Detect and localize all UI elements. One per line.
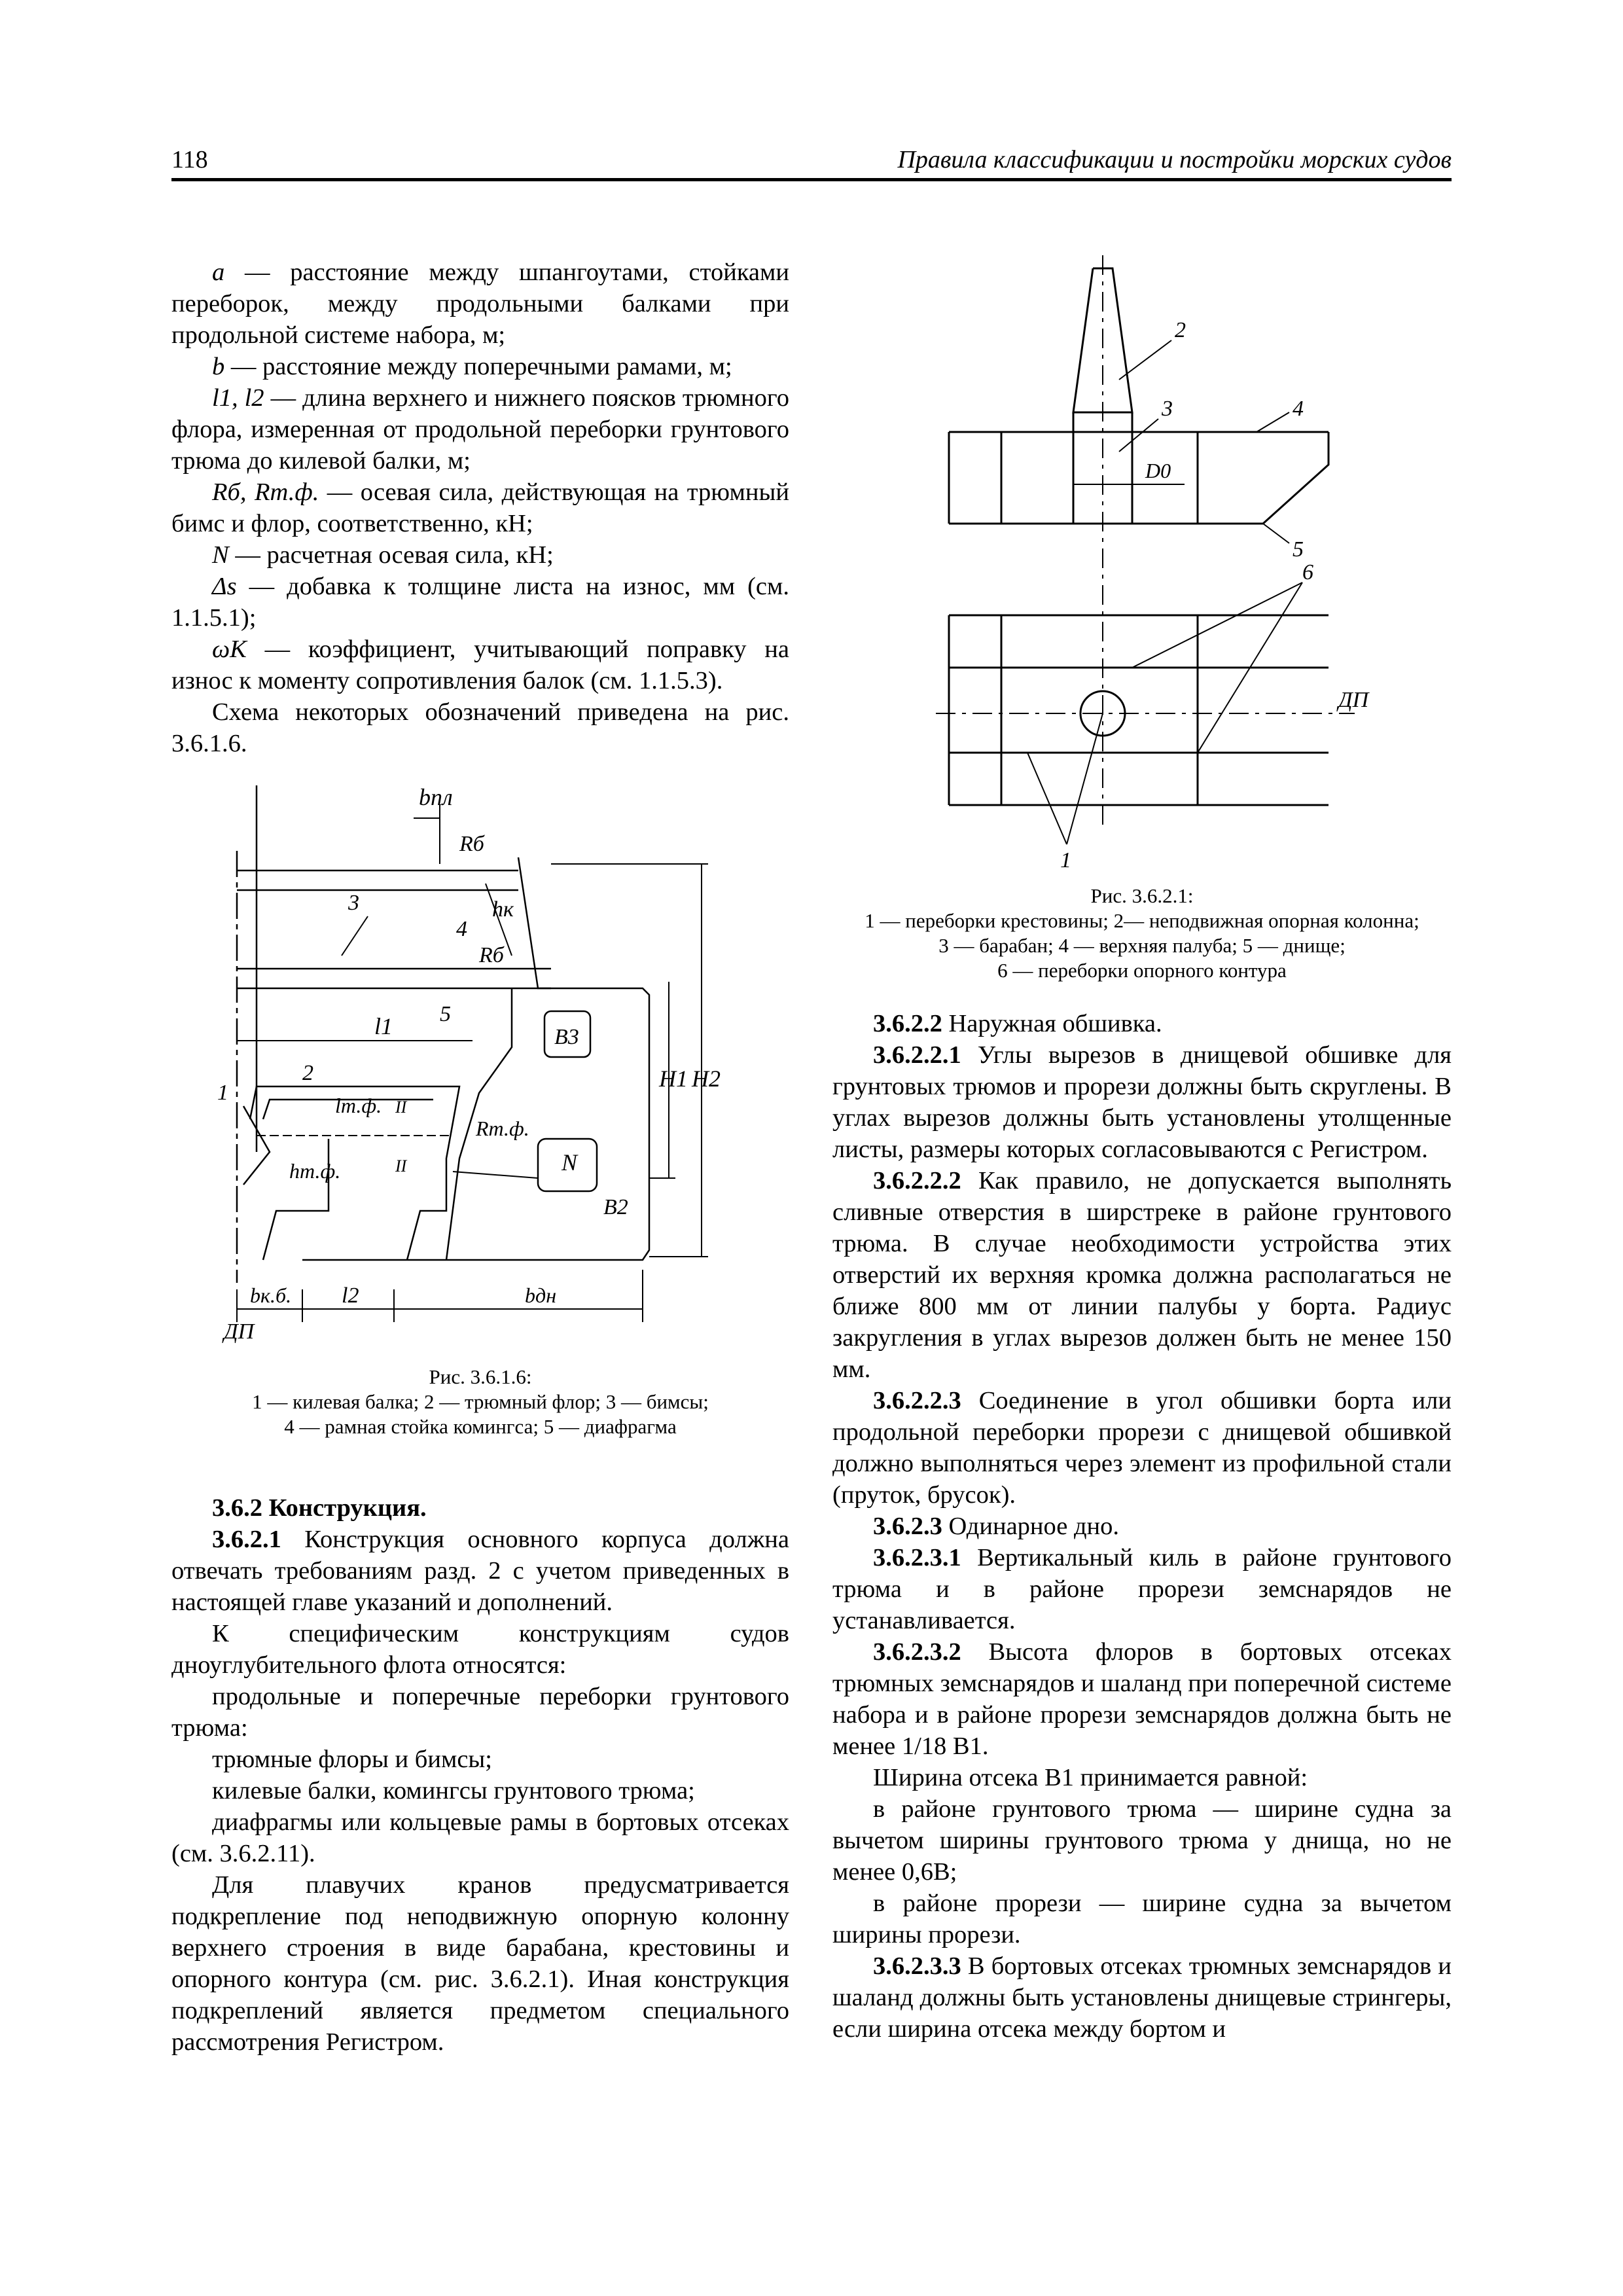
left-column xyxy=(171,257,789,759)
label-ii-top: II xyxy=(395,1098,407,1117)
def-n: N — расчетная осевая сила, кН; xyxy=(212,541,554,569)
label-b-pl: bпл xyxy=(419,785,453,810)
para-3-6-2-2-2: 3.6.2.2.2 Как правило, не допускается выполнять сливные отверстия в ширстреке в районе грунтового трюма. В случае необходимости устройства этих отверстий их верхняя кромка должна располагаться не ближе 800 мм от линии палубы у борта. Радиус закругления в углах вырезов должен быть не менее 150 мм. xyxy=(832,1167,1452,1383)
label-l2: l2 xyxy=(342,1283,359,1308)
label-dp: ДП xyxy=(224,1319,255,1344)
right-column-text xyxy=(832,1008,1452,2045)
list-item-2: трюмные флоры и бимсы; xyxy=(212,1746,492,1773)
para-3-6-2-3-1: 3.6.2.3.1 Вертикальный киль в районе грунтового трюма и в районе прорези земснарядов не устанавливается. xyxy=(832,1544,1452,1634)
figure-3-6-1-6-drawing xyxy=(171,785,789,1348)
def-wk: ωK — коэффициент, учитывающий поправку на износ к моменту сопротивления балок (см. 1.1.5.3). xyxy=(171,636,789,694)
fig2-caption-line3: 6 — переборки опорного контура xyxy=(997,959,1287,982)
para-3-6-2-2: 3.6.2.2 Наружная обшивка. xyxy=(873,1010,1162,1037)
label-h1: H1 xyxy=(659,1066,688,1092)
page-number: 118 xyxy=(171,146,208,173)
para-width-case2: в районе прорези — ширине судна за вычетом ширины прорези. xyxy=(832,1890,1452,1948)
def-b: b — расстояние между поперечными рамами, м; xyxy=(212,353,732,380)
label-h-tf: hт.ф. xyxy=(289,1159,341,1183)
figure-3-6-2-1-drawing xyxy=(936,255,1407,877)
label-n: N xyxy=(562,1149,578,1175)
para-3-6-2-3: 3.6.2.3 Одинарное дно. xyxy=(873,1513,1120,1540)
fig2-label-4: 4 xyxy=(1293,397,1304,421)
para-width-intro: Ширина отсека B1 принимается равной: xyxy=(873,1764,1308,1791)
running-title: Правила классификации и постройки морских судов xyxy=(897,146,1452,173)
def-a: a — расстояние между шпангоутами, стойками переборок, между продольными балками при продольной системе набора, м; xyxy=(171,259,789,349)
para-cranes: Для плавучих кранов предусматривается подкрепление под неподвижную опорную колонну верхнего строения в виде барабана, крестовины и опорного контура (см. рис. 3.6.2.1). Иная конструкция подкреплений является предметом специального рассмотрения Регистром. xyxy=(171,1871,789,2056)
label-b2: B2 xyxy=(603,1195,628,1219)
scheme-note: Схема некоторых обозначений приведена на рис. 3.6.1.6. xyxy=(171,698,789,757)
para-specific: К специфическим конструкциям судов дноуглубительного флота относятся: xyxy=(171,1620,789,1679)
label-1: 1 xyxy=(217,1081,228,1105)
label-l1: l1 xyxy=(374,1013,393,1039)
list-item-3: килевые балки, комингсы грунтового трюма; xyxy=(212,1777,695,1804)
figure-3-6-2-1 xyxy=(936,255,1407,877)
fig1-caption-line1: 1 — килевая балка; 2 — трюмный флор; 3 — бимсы; xyxy=(252,1390,709,1413)
section-3-6-2-title: 3.6.2 Конструкция. xyxy=(212,1494,427,1522)
label-r-tf: Rт.ф. xyxy=(476,1117,529,1140)
list-item-4: диафрагмы или кольцевые рамы в бортовых отсеках (см. 3.6.2.11). xyxy=(171,1808,789,1867)
para-3-6-2-3-2: 3.6.2.3.2 Высота флоров в бортовых отсеках трюмных земснарядов и шаланд при поперечной системе набора и в районе прорези земснарядов должна быть не менее 1/18 B1. xyxy=(832,1638,1452,1760)
label-hk: hк xyxy=(492,897,514,922)
def-l1-l2: l1, l2 — длина верхнего и нижнего поясков трюмного флора, измеренная от продольной переборки грунтового трюма до килевой балки, м; xyxy=(171,384,789,475)
fig2-label-6: 6 xyxy=(1302,560,1313,584)
para-3-6-2-2-1: 3.6.2.2.1 Углы вырезов в днищевой обшивке для грунтовых трюмов и прорези должны быть скруглены. В углах вырезов должны быть установлены утолщенные листы, размеры которых согласовываются с Регистром. xyxy=(832,1041,1452,1163)
para-3-6-2-3-3: 3.6.2.3.3 В бортовых отсеках трюмных земснарядов и шаланд должны быть установлены днищевые стрингеры, если ширина отсека между бортом и xyxy=(832,1952,1452,2043)
fig2-label-dp: ДП xyxy=(1338,688,1369,712)
list-item-1: продольные и поперечные переборки грунтового трюма: xyxy=(171,1683,789,1742)
para-3-6-2-1: 3.6.2.1 Конструкция основного корпуса должна отвечать требованиям разд. 2 с учетом приведенных в настоящей главе указаний и дополнений. xyxy=(171,1526,789,1616)
fig2-caption-line1: 1 — переборки крестовины; 2— неподвижная опорная колонна; xyxy=(865,909,1419,932)
label-4: 4 xyxy=(456,917,467,941)
fig2-label-1: 1 xyxy=(1060,848,1071,872)
fig2-label-3: 3 xyxy=(1162,397,1173,421)
fig2-caption-line2: 3 — барабан; 4 — верхняя палуба; 5 — днище; xyxy=(938,934,1346,957)
fig2-label-d0: D0 xyxy=(1145,459,1171,482)
para-width-case1: в районе грунтового трюма — ширине судна за вычетом ширины грунтового трюма у днища, но не менее 0,6B; xyxy=(832,1795,1452,1886)
fig2-label-2: 2 xyxy=(1175,318,1186,342)
label-3: 3 xyxy=(348,891,359,915)
label-b3: B3 xyxy=(554,1025,579,1049)
fig2-label-5: 5 xyxy=(1293,537,1304,562)
figure-3-6-2-1-caption xyxy=(832,884,1452,983)
figure-3-6-1-6 xyxy=(171,785,789,1348)
label-ii-bot: II xyxy=(395,1157,407,1175)
header-rule xyxy=(171,178,1452,181)
label-l-tf: lт.ф. xyxy=(335,1094,382,1117)
para-3-6-2-2-3: 3.6.2.2.3 Соединение в угол обшивки борта или продольной переборки прорези с днищевой обшивкой должно выполняться через элемент из профильной стали (пруток, брусок). xyxy=(832,1387,1452,1509)
fig1-caption-title: Рис. 3.6.1.6: xyxy=(429,1365,532,1388)
label-2: 2 xyxy=(302,1061,313,1085)
def-ds: Δs — добавка к толщине листа на износ, мм (см. 1.1.5.1); xyxy=(171,573,789,632)
left-column-lower xyxy=(171,1492,789,2058)
label-b-dn: bдн xyxy=(525,1283,557,1307)
fig1-caption-line2: 4 — рамная стойка комингса; 5 — диафрагма xyxy=(284,1415,677,1438)
label-b-kb: bк.б. xyxy=(250,1283,292,1307)
fig2-caption-title: Рис. 3.6.2.1: xyxy=(1090,884,1194,907)
label-rb-top: Rб xyxy=(459,832,484,856)
figure-3-6-1-6-caption xyxy=(171,1365,789,1439)
label-5: 5 xyxy=(440,1002,451,1026)
label-h2: H2 xyxy=(692,1066,721,1092)
def-r: Rб, Rт.ф. — осевая сила, действующая на трюмный бимс и флор, соответственно, кН; xyxy=(171,478,789,537)
label-rb-mid: Rб xyxy=(479,943,504,967)
